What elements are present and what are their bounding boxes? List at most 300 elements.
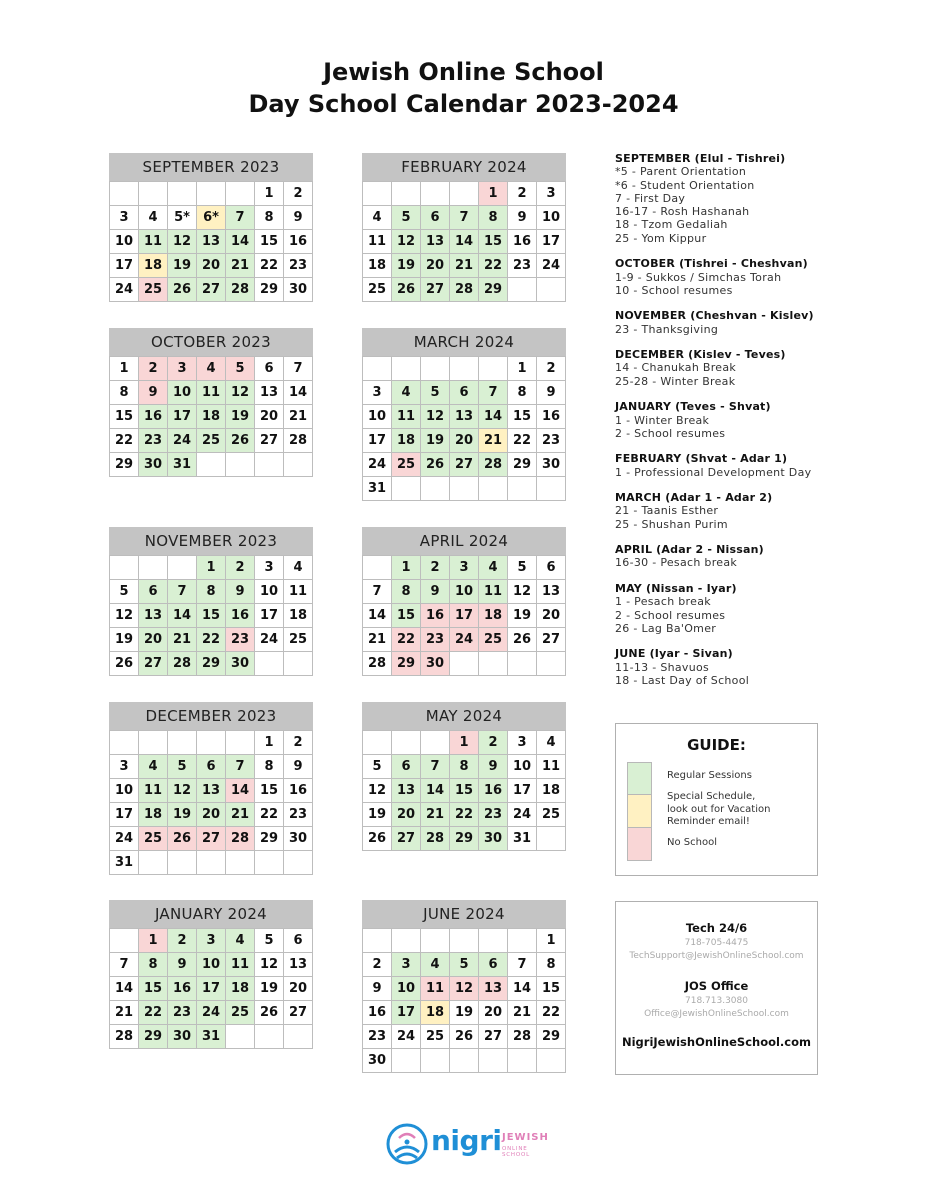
day-cell: 26 <box>226 429 255 453</box>
day-cell: 24 <box>450 628 479 652</box>
day-cell: 30 <box>284 827 313 851</box>
day-cell: 24 <box>255 628 284 652</box>
day-cell: 26 <box>168 278 197 302</box>
day-cell: 18 <box>392 429 421 453</box>
note-line: 21 - Taanis Esther <box>615 504 719 518</box>
day-cell: 31 <box>508 827 537 851</box>
logo-mark-icon <box>385 1118 429 1168</box>
empty-cell <box>168 182 197 206</box>
day-cell: 2 <box>226 556 255 580</box>
day-cell: 21 <box>421 803 450 827</box>
empty-cell <box>479 477 508 501</box>
day-cell: 30 <box>139 453 168 477</box>
guide-label-regular: Regular Sessions <box>667 770 752 781</box>
day-cell: 14 <box>226 779 255 803</box>
day-cell: 10 <box>168 381 197 405</box>
tech-email[interactable]: TechSupport@JewishOnlineSchool.com <box>629 951 804 961</box>
empty-cell <box>139 182 168 206</box>
day-cell: 7 <box>508 953 537 977</box>
day-cell: 17 <box>537 230 566 254</box>
day-cell: 19 <box>508 604 537 628</box>
month-header: MARCH 2024 <box>362 328 566 356</box>
day-cell: 5 <box>421 381 450 405</box>
day-cell: 6 <box>139 580 168 604</box>
empty-cell <box>284 1025 313 1049</box>
note-line: 1 - Winter Break <box>615 413 710 427</box>
empty-cell <box>226 1025 255 1049</box>
day-cell: 29 <box>139 1025 168 1049</box>
day-cell: 28 <box>226 827 255 851</box>
day-cell: 1 <box>197 556 226 580</box>
day-cell: 23 <box>421 628 450 652</box>
day-cell: 17 <box>168 405 197 429</box>
day-cell: 24 <box>110 827 139 851</box>
day-cell: 22 <box>450 803 479 827</box>
day-cell: 25 <box>537 803 566 827</box>
empty-cell <box>226 182 255 206</box>
day-cell: 22 <box>255 254 284 278</box>
month-march-2024 <box>362 328 566 501</box>
month-grid <box>362 181 566 302</box>
day-cell: 7 <box>450 206 479 230</box>
day-cell: 15 <box>110 405 139 429</box>
day-cell: 1 <box>255 182 284 206</box>
day-cell: 2 <box>284 731 313 755</box>
month-january-2024 <box>109 900 313 1049</box>
day-cell: 20 <box>284 977 313 1001</box>
day-cell: 2 <box>284 182 313 206</box>
day-cell: 28 <box>168 652 197 676</box>
day-cell: 12 <box>168 779 197 803</box>
month-december-2023 <box>109 702 313 875</box>
empty-cell <box>392 929 421 953</box>
day-cell: 7 <box>421 755 450 779</box>
empty-cell <box>197 453 226 477</box>
day-cell: 16 <box>226 604 255 628</box>
day-cell: 11 <box>139 779 168 803</box>
day-cell: 2 <box>363 953 392 977</box>
empty-cell <box>479 1049 508 1073</box>
day-cell: 23 <box>508 254 537 278</box>
day-cell: 3 <box>450 556 479 580</box>
day-cell: 12 <box>508 580 537 604</box>
empty-cell <box>363 182 392 206</box>
day-cell: 25 <box>363 278 392 302</box>
day-cell: 8 <box>197 580 226 604</box>
day-cell: 2 <box>537 357 566 381</box>
note-line: 25-28 - Winter Break <box>615 374 736 388</box>
day-cell: 29 <box>450 827 479 851</box>
empty-cell <box>392 182 421 206</box>
month-grid <box>109 181 313 302</box>
day-cell: 12 <box>168 230 197 254</box>
day-cell: 18 <box>226 977 255 1001</box>
empty-cell <box>255 1025 284 1049</box>
day-cell: 21 <box>479 429 508 453</box>
day-cell: 1 <box>110 357 139 381</box>
day-cell: 20 <box>392 803 421 827</box>
logo-wordmark: nigri <box>431 1124 502 1157</box>
day-cell: 16 <box>479 779 508 803</box>
day-cell: 20 <box>537 604 566 628</box>
day-cell: 13 <box>139 604 168 628</box>
day-cell: 26 <box>168 827 197 851</box>
day-cell: 27 <box>421 278 450 302</box>
day-cell: 1 <box>508 357 537 381</box>
day-cell: 31 <box>197 1025 226 1049</box>
note-line: 26 - Lag Ba'Omer <box>615 621 717 635</box>
note-heading: JANUARY (Teves - Shvat) <box>615 400 771 414</box>
empty-cell <box>110 731 139 755</box>
empty-cell <box>226 731 255 755</box>
day-cell: 12 <box>363 779 392 803</box>
empty-cell <box>421 477 450 501</box>
month-header: JUNE 2024 <box>362 900 566 928</box>
day-cell: 28 <box>421 827 450 851</box>
day-cell: 17 <box>450 604 479 628</box>
note-line: 25 - Shushan Purim <box>615 517 728 531</box>
day-cell: 4 <box>479 556 508 580</box>
day-cell: 19 <box>110 628 139 652</box>
office-email[interactable]: Office@JewishOnlineSchool.com <box>644 1009 789 1019</box>
month-grid <box>362 356 566 501</box>
day-cell: 16 <box>363 1001 392 1025</box>
day-cell: 26 <box>110 652 139 676</box>
day-cell: 28 <box>284 429 313 453</box>
day-cell: 9 <box>363 977 392 1001</box>
day-cell: 10 <box>110 779 139 803</box>
day-cell: 7 <box>284 357 313 381</box>
day-cell: 4 <box>139 206 168 230</box>
day-cell: 27 <box>197 827 226 851</box>
day-cell: 13 <box>197 779 226 803</box>
day-cell: 17 <box>508 779 537 803</box>
note-heading: JUNE (Iyar - Sivan) <box>615 647 733 661</box>
day-cell: 16 <box>508 230 537 254</box>
day-cell: 11 <box>421 977 450 1001</box>
month-grid <box>362 928 566 1073</box>
month-september-2023 <box>109 153 313 302</box>
note-line: 7 - First Day <box>615 191 686 205</box>
day-cell: 15 <box>392 604 421 628</box>
empty-cell <box>197 851 226 875</box>
day-cell: 7 <box>226 206 255 230</box>
day-cell: 27 <box>284 1001 313 1025</box>
day-cell: 21 <box>508 1001 537 1025</box>
day-cell: 21 <box>284 405 313 429</box>
swatch-no-school <box>627 828 652 861</box>
day-cell: 11 <box>226 953 255 977</box>
day-cell: 6 <box>284 929 313 953</box>
day-cell: 20 <box>421 254 450 278</box>
note-line: *6 - Student Orientation <box>615 178 755 192</box>
day-cell: 10 <box>508 755 537 779</box>
day-cell: 23 <box>226 628 255 652</box>
day-cell: 19 <box>392 254 421 278</box>
day-cell: 25 <box>139 827 168 851</box>
day-cell: 21 <box>363 628 392 652</box>
month-header: MAY 2024 <box>362 702 566 730</box>
empty-cell <box>255 851 284 875</box>
day-cell: 28 <box>450 278 479 302</box>
day-cell: 16 <box>537 405 566 429</box>
note-heading: DECEMBER (Kislev - Teves) <box>615 348 786 362</box>
day-cell: 28 <box>508 1025 537 1049</box>
month-october-2023 <box>109 328 313 477</box>
day-cell: 22 <box>197 628 226 652</box>
day-cell: 8 <box>479 206 508 230</box>
day-cell: 14 <box>284 381 313 405</box>
day-cell: 15 <box>255 779 284 803</box>
empty-cell <box>255 453 284 477</box>
note-heading: FEBRUARY (Shvat - Adar 1) <box>615 452 788 466</box>
day-cell: 23 <box>139 429 168 453</box>
day-cell: 4 <box>421 953 450 977</box>
day-cell: 30 <box>284 278 313 302</box>
day-cell: 5 <box>110 580 139 604</box>
day-cell: 14 <box>479 405 508 429</box>
logo-tag-jewish: JEWISH <box>502 1132 549 1143</box>
month-grid <box>109 356 313 477</box>
empty-cell <box>110 929 139 953</box>
month-header: FEBRUARY 2024 <box>362 153 566 181</box>
title-line-1: Jewish Online School <box>323 58 604 86</box>
empty-cell <box>450 477 479 501</box>
day-cell: 27 <box>537 628 566 652</box>
day-cell: 17 <box>392 1001 421 1025</box>
day-cell: 7 <box>168 580 197 604</box>
day-cell: 28 <box>226 278 255 302</box>
note-line: 14 - Chanukah Break <box>615 361 737 375</box>
day-cell: 17 <box>363 429 392 453</box>
day-cell: 19 <box>168 254 197 278</box>
empty-cell <box>508 1049 537 1073</box>
day-cell: 7 <box>479 381 508 405</box>
empty-cell <box>197 182 226 206</box>
day-cell: 4 <box>363 206 392 230</box>
note-section <box>615 257 915 297</box>
day-cell: 6* <box>197 206 226 230</box>
day-cell: 25 <box>392 453 421 477</box>
day-cell: 12 <box>450 977 479 1001</box>
day-cell: 29 <box>508 453 537 477</box>
day-cell: 10 <box>255 580 284 604</box>
day-cell: 25 <box>421 1025 450 1049</box>
day-cell: 18 <box>139 803 168 827</box>
note-line: 11-13 - Shavuos <box>615 660 710 674</box>
day-cell: 9 <box>508 206 537 230</box>
day-cell: 23 <box>479 803 508 827</box>
empty-cell <box>110 556 139 580</box>
day-cell: 26 <box>255 1001 284 1025</box>
day-cell: 5 <box>255 929 284 953</box>
day-cell: 28 <box>479 453 508 477</box>
day-cell: 22 <box>479 254 508 278</box>
empty-cell <box>450 182 479 206</box>
day-cell: 11 <box>392 405 421 429</box>
day-cell: 6 <box>537 556 566 580</box>
day-cell: 3 <box>392 953 421 977</box>
note-line: 16-17 - Rosh Hashanah <box>615 205 750 219</box>
guide-label-special-1: Special Schedule, <box>667 791 756 802</box>
empty-cell <box>139 851 168 875</box>
empty-cell <box>110 182 139 206</box>
empty-cell <box>363 357 392 381</box>
empty-cell <box>537 278 566 302</box>
day-cell: 30 <box>537 453 566 477</box>
day-cell: 14 <box>168 604 197 628</box>
month-grid <box>109 730 313 875</box>
day-cell: 30 <box>421 652 450 676</box>
note-line: *5 - Parent Orientation <box>615 165 747 179</box>
note-line: 16-30 - Pesach break <box>615 556 738 570</box>
day-cell: 5 <box>508 556 537 580</box>
website-link[interactable]: NigriJewishOnlineSchool.com <box>621 1035 812 1049</box>
note-section <box>615 543 915 570</box>
day-cell: 19 <box>363 803 392 827</box>
day-cell: 29 <box>110 453 139 477</box>
day-cell: 23 <box>168 1001 197 1025</box>
day-cell: 5* <box>168 206 197 230</box>
month-grid <box>362 730 566 851</box>
empty-cell <box>226 851 255 875</box>
office-title: JOS Office <box>684 979 749 993</box>
day-cell: 28 <box>363 652 392 676</box>
day-cell: 2 <box>421 556 450 580</box>
day-cell: 8 <box>450 755 479 779</box>
note-line: 2 - School resumes <box>615 426 726 440</box>
note-line: 10 - School resumes <box>615 283 733 297</box>
day-cell: 30 <box>363 1049 392 1073</box>
day-cell: 29 <box>197 652 226 676</box>
day-cell: 1 <box>450 731 479 755</box>
empty-cell <box>508 652 537 676</box>
day-cell: 9 <box>479 755 508 779</box>
day-cell: 3 <box>197 929 226 953</box>
day-cell: 15 <box>139 977 168 1001</box>
day-cell: 14 <box>110 977 139 1001</box>
day-cell: 19 <box>255 977 284 1001</box>
day-cell: 14 <box>421 779 450 803</box>
empty-cell <box>450 1049 479 1073</box>
day-cell: 16 <box>421 604 450 628</box>
office-phone[interactable]: 718.713.3080 <box>685 996 748 1006</box>
day-cell: 3 <box>110 206 139 230</box>
day-cell: 6 <box>255 357 284 381</box>
day-cell: 2 <box>168 929 197 953</box>
day-cell: 23 <box>363 1025 392 1049</box>
empty-cell <box>450 357 479 381</box>
empty-cell <box>284 652 313 676</box>
day-cell: 1 <box>479 182 508 206</box>
day-cell: 5 <box>363 755 392 779</box>
color-guide <box>615 723 818 876</box>
day-cell: 12 <box>110 604 139 628</box>
empty-cell <box>392 357 421 381</box>
day-cell: 17 <box>110 803 139 827</box>
empty-cell <box>537 1049 566 1073</box>
day-cell: 10 <box>450 580 479 604</box>
month-april-2024 <box>362 527 566 676</box>
empty-cell <box>421 357 450 381</box>
empty-cell <box>168 851 197 875</box>
page-title <box>0 56 927 120</box>
month-header: JANUARY 2024 <box>109 900 313 928</box>
day-cell: 1 <box>392 556 421 580</box>
day-cell: 3 <box>537 182 566 206</box>
day-cell: 24 <box>168 429 197 453</box>
day-cell: 23 <box>284 254 313 278</box>
day-cell: 27 <box>139 652 168 676</box>
note-section <box>615 582 915 635</box>
day-cell: 24 <box>392 1025 421 1049</box>
day-cell: 9 <box>537 381 566 405</box>
guide-label-special-3: Reminder email! <box>667 816 750 827</box>
day-cell: 13 <box>284 953 313 977</box>
day-cell: 20 <box>139 628 168 652</box>
day-cell: 5 <box>226 357 255 381</box>
note-line: 25 - Yom Kippur <box>615 231 707 245</box>
day-cell: 9 <box>139 381 168 405</box>
day-cell: 21 <box>226 254 255 278</box>
day-cell: 22 <box>255 803 284 827</box>
day-cell: 16 <box>284 779 313 803</box>
empty-cell <box>392 1049 421 1073</box>
day-cell: 11 <box>363 230 392 254</box>
day-cell: 17 <box>197 977 226 1001</box>
day-cell: 26 <box>421 453 450 477</box>
empty-cell <box>284 453 313 477</box>
day-cell: 15 <box>479 230 508 254</box>
note-heading: MAY (Nissan - Iyar) <box>615 581 737 595</box>
day-cell: 6 <box>421 206 450 230</box>
day-cell: 22 <box>508 429 537 453</box>
month-november-2023 <box>109 527 313 676</box>
day-cell: 20 <box>450 429 479 453</box>
day-cell: 7 <box>226 755 255 779</box>
note-line: 18 - Last Day of School <box>615 673 750 687</box>
note-line: 2 - School resumes <box>615 608 726 622</box>
day-cell: 11 <box>197 381 226 405</box>
day-cell: 6 <box>392 755 421 779</box>
empty-cell <box>421 182 450 206</box>
day-cell: 15 <box>508 405 537 429</box>
month-header: NOVEMBER 2023 <box>109 527 313 555</box>
empty-cell <box>363 556 392 580</box>
day-cell: 17 <box>110 254 139 278</box>
day-cell: 24 <box>110 278 139 302</box>
day-cell: 16 <box>168 977 197 1001</box>
empty-cell <box>139 731 168 755</box>
day-cell: 18 <box>363 254 392 278</box>
tech-phone[interactable]: 718-705-4475 <box>684 938 749 948</box>
month-header: SEPTEMBER 2023 <box>109 153 313 181</box>
tech-title: Tech 24/6 <box>685 921 748 935</box>
empty-cell <box>479 929 508 953</box>
day-cell: 11 <box>479 580 508 604</box>
day-cell: 22 <box>392 628 421 652</box>
day-cell: 13 <box>537 580 566 604</box>
day-cell: 29 <box>255 278 284 302</box>
empty-cell <box>255 652 284 676</box>
day-cell: 22 <box>139 1001 168 1025</box>
day-cell: 13 <box>255 381 284 405</box>
day-cell: 18 <box>284 604 313 628</box>
note-section <box>615 400 915 440</box>
day-cell: 27 <box>392 827 421 851</box>
day-cell: 22 <box>110 429 139 453</box>
day-cell: 15 <box>537 977 566 1001</box>
